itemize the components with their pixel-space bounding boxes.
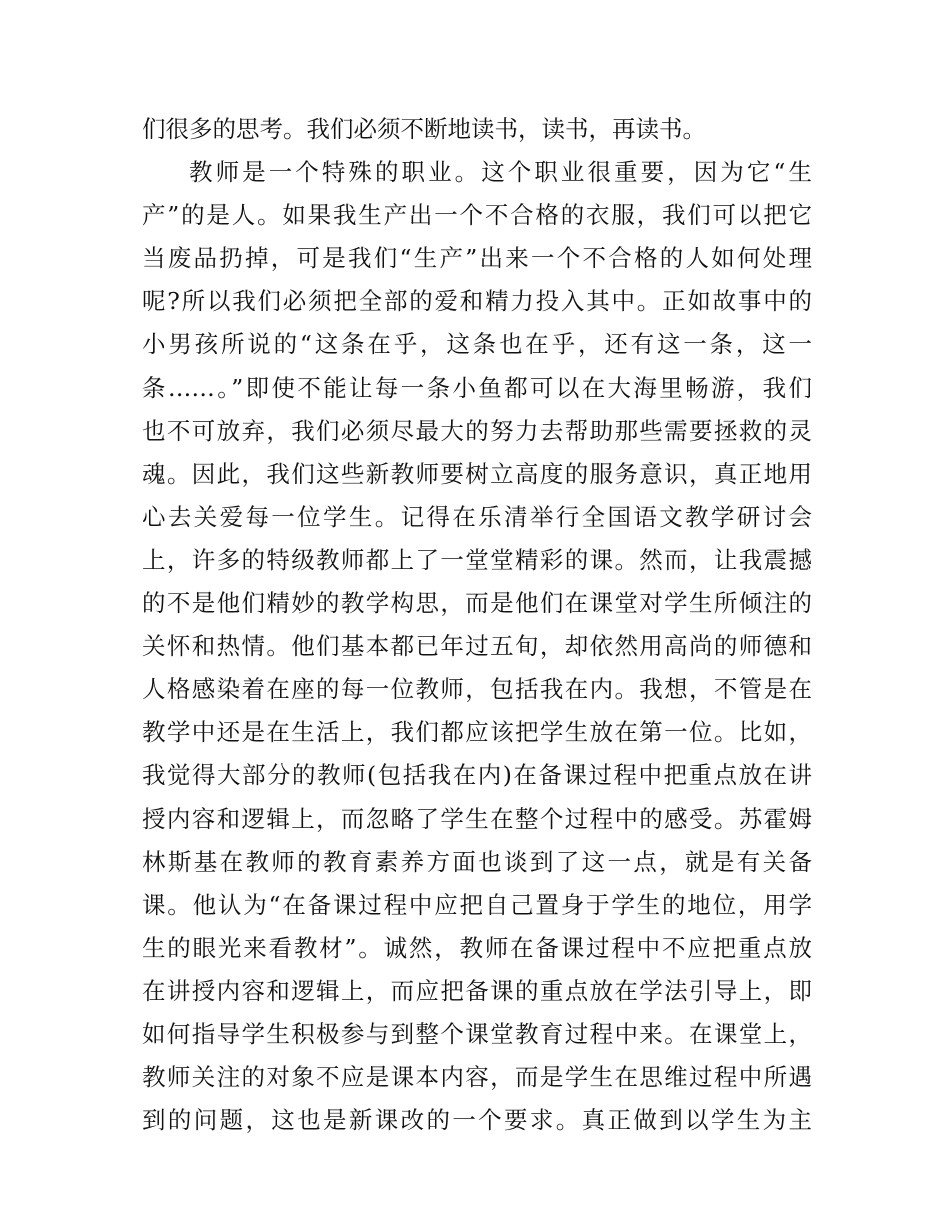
text-line: 人格感染着在座的每一位教师，包括我在内。我想，不管是在 (142, 675, 812, 704)
text-line: 呢?所以我们必须把全部的爱和精力投入其中。正如故事中的 (142, 287, 812, 316)
text-line: 如何指导学生积极参与到整个课堂教育过程中来。在课堂上， (142, 1019, 812, 1048)
text-line: 也不可放弃，我们必须尽最大的努力去帮助那些需要拯救的灵 (142, 416, 812, 445)
text-line: 在讲授内容和逻辑上，而应把备课的重点放在学法引导上，即 (142, 976, 812, 1005)
text-line: 心去关爱每一位学生。记得在乐清举行全国语文教学研讨会 (142, 502, 812, 531)
text-line: 条……。”即使不能让每一条小鱼都可以在大海里畅游，我们 (142, 373, 812, 402)
text-line: 关怀和热情。他们基本都已年过五旬，却依然用高尚的师德和 (142, 632, 812, 661)
text-line: 生的眼光来看教材”。诚然，教师在备课过程中不应把重点放 (142, 933, 812, 962)
text-line: 当废品扔掉，可是我们“生产”出来一个不合格的人如何处理 (142, 244, 812, 273)
text-line: 课。他认为“在备课过程中应把自己置身于学生的地位，用学 (142, 890, 812, 919)
text-line: 魂。因此，我们这些新教师要树立高度的服务意识，真正地用 (142, 459, 812, 488)
text-line: 教师关注的对象不应是课本内容，而是学生在思维过程中所遇 (142, 1063, 812, 1092)
body-text (142, 108, 812, 1142)
text-line: 教学中还是在生活上，我们都应该把学生放在第一位。比如， (142, 718, 812, 747)
text-line: 产”的是人。如果我生产出一个不合格的衣服，我们可以把它 (142, 201, 812, 230)
text-line: 我觉得大部分的教师(包括我在内)在备课过程中把重点放在讲 (142, 761, 812, 790)
text-line: 上，许多的特级教师都上了一堂堂精彩的课。然而，让我震撼 (142, 545, 812, 574)
text-line: 林斯基在教师的教育素养方面也谈到了这一点，就是有关备 (142, 847, 812, 876)
text-line: 小男孩所说的“这条在乎，这条也在乎，还有这一条，这一 (142, 330, 812, 359)
paragraph-first-line: 教师是一个特殊的职业。这个职业很重要，因为它“生 (189, 158, 812, 187)
text-line: 们很多的思考。我们必须不断地读书，读书，再读书。 (142, 115, 706, 143)
text-line: 的不是他们精妙的教学构思，而是他们在课堂对学生所倾注的 (142, 589, 812, 618)
text-line: 授内容和逻辑上，而忽略了学生在整个过程中的感受。苏霍姆 (142, 804, 812, 833)
text-line: 到的问题，这也是新课改的一个要求。真正做到以学生为主 (142, 1106, 812, 1135)
